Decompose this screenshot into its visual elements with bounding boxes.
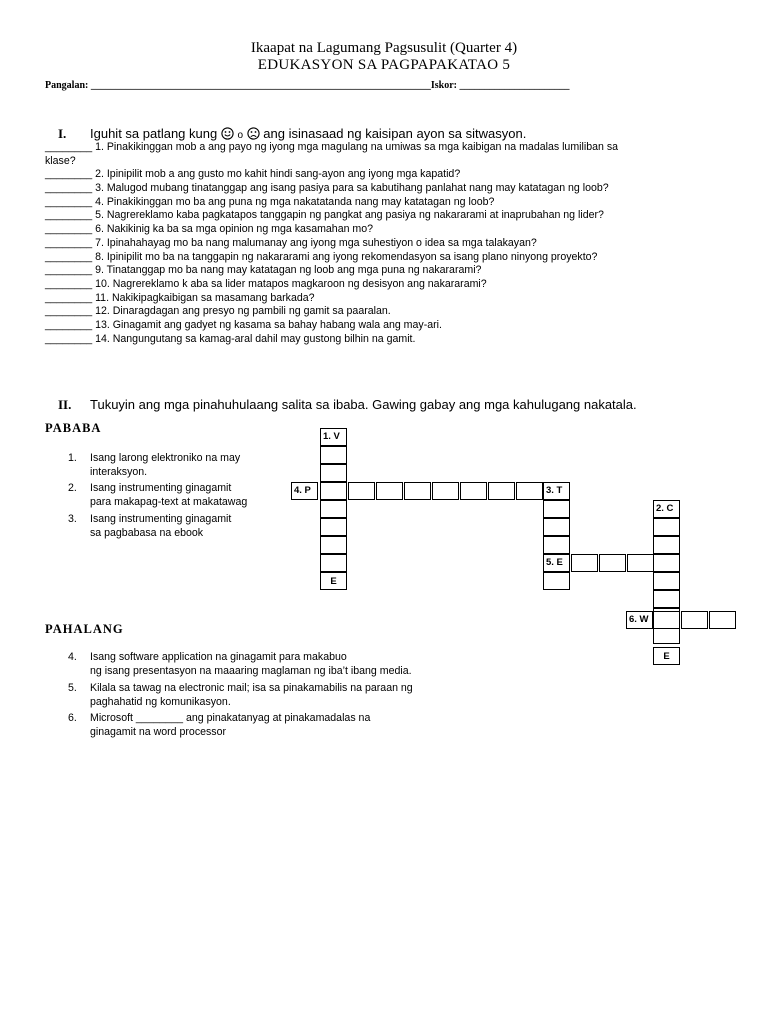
clue-text: Microsoft ________ ang pinakatanyag at pinakamadalas na [90, 712, 371, 724]
sad-face-icon [247, 127, 260, 140]
crossword-cell[interactable] [320, 446, 347, 464]
crossword-cell[interactable] [653, 554, 680, 572]
cell-label: E [330, 576, 337, 587]
quiz-item[interactable]: ________ 11. Nakikipagkaibigan sa masamang barkada? [45, 292, 315, 304]
crossword-cell[interactable] [543, 536, 570, 554]
crossword-cell[interactable] [460, 482, 487, 500]
crossword-cell-c1[interactable] [320, 428, 347, 446]
crossword-cell-c3[interactable] [543, 482, 570, 500]
section-1-number: I. [58, 126, 67, 141]
section-2-number: II. [58, 397, 72, 412]
clue-number: 4. [68, 651, 77, 663]
name-score-line [45, 80, 569, 91]
quiz-item[interactable]: ________ 7. Ipinahahayag mo ba nang malumanay ang iyong mga suhestiyon o idea sa mga talakayan? [45, 237, 537, 249]
cell-label: 3. T [546, 485, 563, 496]
instruction-text: Iguhit sa patlang kung [90, 126, 218, 141]
crossword-cell-c6[interactable] [626, 611, 653, 629]
crossword-cell[interactable] [404, 482, 431, 500]
crossword-cell[interactable] [320, 464, 347, 482]
crossword-cell[interactable] [653, 590, 680, 608]
quiz-item[interactable]: ________ 9. Tinatanggap mo ba nang may katatagan ng loob ang mga puna ng nakararami? [45, 264, 482, 276]
cell-label: 2. C [656, 503, 674, 514]
down-heading: PABABA [45, 421, 102, 435]
quiz-item[interactable]: ________ 2. Ipinipilit mob a ang gusto mo kahit hindi sang-ayon ang iyong mga kapatid? [45, 168, 461, 180]
clue-number: 6. [68, 712, 77, 724]
crossword-cell[interactable] [599, 554, 626, 572]
cell-label: 4. P [294, 485, 311, 496]
crossword-cell[interactable] [432, 482, 459, 500]
clue-text: Isang larong elektroniko na may [90, 452, 241, 464]
crossword-cell[interactable] [681, 611, 708, 629]
clue-text: Isang software application na ginagamit para makabuo [90, 651, 347, 663]
quiz-item[interactable]: ________ 5. Nagrereklamo kaba pagkatapos tanggapin ng pangkat ang pasiya ng nakararami at inaprubahan ng lider? [45, 209, 604, 221]
crossword-cell[interactable] [348, 482, 375, 500]
clue-text: sa pagbabasa na ebook [90, 527, 204, 539]
crossword-cell[interactable] [543, 572, 570, 590]
instruction-text-2: ang isinasaad ng kaisipan ayon sa sitwasyon. [263, 126, 527, 141]
crossword-cell[interactable] [376, 482, 403, 500]
clue-text: paghahatid ng komunikasyon. [90, 696, 231, 708]
crossword-cell[interactable] [571, 554, 598, 572]
or-text: o [237, 130, 244, 141]
section-1-instruction [58, 126, 526, 142]
crossword-cell[interactable] [488, 482, 515, 500]
quiz-item[interactable]: ________ 8. Ipinipilit mo ba na tanggapin ng nakararami ang iyong rekomendasyon sa isang plano ninyong proyekto? [45, 251, 598, 263]
cell-label: 6. W [629, 614, 649, 625]
score-field[interactable]: Iskor: ______________________ [430, 80, 570, 91]
crossword-cell[interactable] [516, 482, 543, 500]
clue-text: Isang instrumenting ginagamit [90, 513, 232, 525]
across-heading: PAHALANG [45, 622, 124, 636]
quiz-item[interactable]: ________ 13. Ginagamit ang gadyet ng kasama sa bahay habang wala ang may-ari. [45, 319, 442, 331]
section-2-instruction [58, 397, 637, 413]
crossword-cell-c4[interactable] [291, 482, 318, 500]
crossword-cell[interactable] [320, 536, 347, 554]
crossword-cell[interactable] [709, 611, 736, 629]
crossword-cell-e2[interactable] [653, 647, 680, 665]
crossword-cell[interactable] [653, 611, 680, 629]
crossword-cell[interactable] [653, 518, 680, 536]
clue-text: ginagamit na word processor [90, 726, 227, 738]
section-2-text: Tukuyin ang mga pinahuhulaang salita sa ibaba. Gawing gabay ang mga kahulugang nakatala. [90, 397, 637, 412]
quiz-item[interactable]: ________ 3. Malugod mubang tinatanggap ang isang pasiya para sa kabutihang panlahat nang may katatagan ng loob? [45, 182, 609, 194]
crossword-cell[interactable] [320, 554, 347, 572]
crossword-cell[interactable] [543, 518, 570, 536]
quiz-item[interactable]: klase? [45, 155, 76, 167]
crossword-cell-c2[interactable] [653, 500, 680, 518]
name-field[interactable]: Pangalan: ____________________________________________________________________ [45, 80, 431, 91]
clue-text: para makapag-text at makatawag [90, 496, 248, 508]
clue-number: 5. [68, 682, 77, 694]
quiz-item[interactable]: ________ 14. Nangungutang sa kamag-aral dahil may gustong bilhin na gamit. [45, 333, 416, 345]
crossword-cell-c5[interactable] [543, 554, 570, 572]
crossword-cell[interactable] [653, 536, 680, 554]
crossword-cell[interactable] [543, 500, 570, 518]
quiz-item[interactable]: ________ 4. Pinakikinggan mo ba ang puna ng mga nakatatanda nang may katatagan ng loob? [45, 196, 495, 208]
clue-number: 1. [68, 452, 77, 464]
quiz-item[interactable]: ________ 10. Nagrereklamo k aba sa lider matapos magkaroon ng desisyon ang nakararami? [45, 278, 487, 290]
quiz-item[interactable]: ________ 12. Dinaragdagan ang presyo ng pambili ng gamit sa paaralan. [45, 305, 391, 317]
quiz-item[interactable]: ________ 6. Nakikinig ka ba sa mga opinion ng mga kasamahan mo? [45, 223, 374, 235]
cell-label: E [663, 651, 670, 662]
cell-label: 5. E [546, 557, 563, 568]
crossword-cell[interactable] [320, 482, 347, 500]
clue-text: ng isang presentasyon na maaaring maglaman ng iba’t ibang media. [90, 665, 412, 677]
clue-text: Isang instrumenting ginagamit [90, 482, 232, 494]
quiz-item[interactable]: ________ 1. Pinakikinggan mob a ang payo ng iyong mga magulang na umiwas sa mga kaibigan na madalas lumiliban sa [45, 141, 619, 153]
crossword-cell[interactable] [627, 554, 654, 572]
subject-title: EDUKASYON SA PAGPAPAKATAO 5 [257, 57, 511, 73]
crossword-cell[interactable] [653, 572, 680, 590]
crossword-cell-e1[interactable] [320, 572, 347, 590]
test-title: Ikaapat na Lagumang Pagsusulit (Quarter 4) [250, 40, 518, 56]
crossword-cell[interactable] [320, 500, 347, 518]
crossword-cell[interactable] [320, 518, 347, 536]
clue-number: 2. [68, 482, 77, 494]
smiley-icon [221, 127, 234, 140]
clue-text: Kilala sa tawag na electronic mail; isa sa pinakamabilis na paraan ng [90, 682, 413, 694]
cell-label: 1. V [323, 431, 340, 442]
clue-text: interaksyon. [90, 466, 148, 478]
clue-number: 3. [68, 513, 77, 525]
